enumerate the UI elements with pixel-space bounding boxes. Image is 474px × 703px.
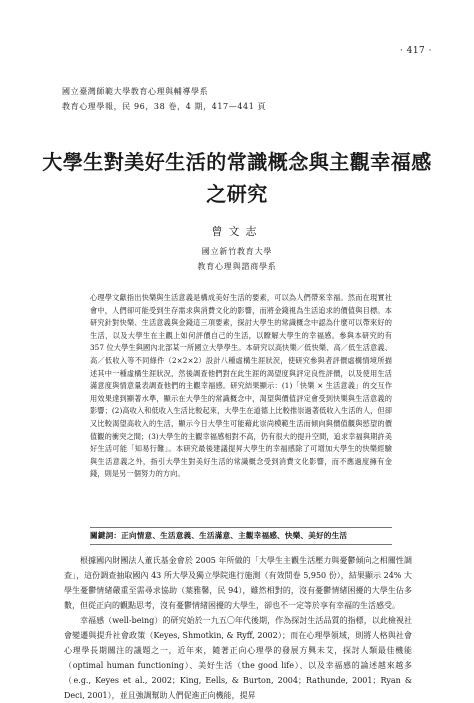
article-title-line1: 大學生對美好生活的常識概念與主觀幸福感 — [42, 150, 432, 174]
body-paragraph-1: 根據國內財團法人董氏基金會於 2005 年所做的「大學生主觀生活壓力與憂鬱傾向之相關性調查」，這份調查抽取國內 43 所大學及獨立學院進行施測（有效問卷 5,950 份），結果顯示 24% 大學生憂鬱情緒嚴重至需尋求協助（葉雅馨，民 94），雖然相對的，沒有憂鬱情緒困擾的大學生佔多數，但從正向的觀點思考，沒有憂鬱情緒困擾的大學生，卻也不一定等於享有幸福的生活感受。 — [64, 556, 412, 610]
affiliation-university: 國立新竹教育大學 — [201, 247, 273, 256]
keywords: 關鍵詞：正向情意、生活意義、生活滿意、主觀幸福感、快樂、美好的生活 — [90, 531, 348, 540]
affiliation-department: 教育心理與諮商學系 — [197, 262, 277, 271]
journal-header — [62, 84, 266, 114]
article-title-line2: 之研究 — [206, 182, 268, 206]
journal-name: 國立臺灣師範大學教育心理與輔導學系 — [62, 87, 209, 96]
author-name: 曾文志 — [211, 225, 263, 238]
abstract: 心理學文獻指出快樂與生活意義是構成美好生活的要素，可以為人們帶來幸福。然而在現實社會中，人們卻可能受到生存需求與消費文化的影響，而將金錢視為生活追求的價值與目標。本研究針對快樂、生活意義與金錢這三項要素，探討大學生的常識概念中認為什麼可以帶來好的生活，以及大學生在主觀上如何評價自己的生活，以瞭解大學生的幸福感。參與本研究的有 357 位大學生與國內北部某一所國立大學學生。本研究以高快樂／低快樂、高／低生活意義、高／低收入等不同條件（2×2×2）設計八種虛構生涯狀況，使研究參與者評價虛構情境所描述其中一種虛構生涯狀況，然後調查他們對在此生涯的渴望度與評定良性評價，以及使用生活滿意度與情意量表調查他們的主觀幸福感。研究結果顯示：(1)「快樂 × 生活意義」的交互作用效果達到顯著水準，顯示在大學生的常識概念中，渴望與價值評定會受到快樂與生活意義的影響；(2)高收入和低收入生活比較起來，大學生在道德上比較推崇過著低收入生活的人，但卻又比較渴望高收入的生活，顯示今日大學生可能藉此崇尚模範生活而傾向與價值觀與慾望的價值觀的衝突之間；(3)大學生的主觀幸福感相對不高，仍有很大的提升空間，追求幸福與期許美好生活可能「知易行難」。本研究最後建議提昇大學生的幸福感除了可增加大學生的快樂經驗與生活意義之外，指引大學生對美好生活的常識概念受到消費文化影響，而不應過度擁有金錢，則是另一個努力的方向。 — [90, 293, 392, 479]
author-affiliation — [0, 244, 474, 274]
article-title — [0, 146, 474, 210]
journal-citation: 教育心理學報，民 96，38 卷，4 期，417—441 頁 — [62, 102, 267, 111]
page-number: · 417 · — [399, 46, 432, 56]
body-text — [64, 553, 412, 703]
keywords-box — [90, 527, 392, 545]
body-paragraph-2: 幸福感（well-being）的研究始於一九五〇年代後期，作為探討生活品質的指標，以此檢視社會變遷與提升社會政策（Keyes, Shmotkin, & Ryff, 2002）；而在心理學領域，則將人格與社會心理學長期關注的議題之一，近年來，隨著正向心理學的發展方興未艾，探討人類最佳機能（optimal human functioning）、美好生活（the good life）、以及幸福感的論述越來越多（e.g., Keyes et al., 2002；King, Eells, & Burton, 2004；Rathunde, 2001；Ryan & Deci, 2001），並且強調幫助人們促進正向機能，提昇 — [64, 616, 412, 700]
